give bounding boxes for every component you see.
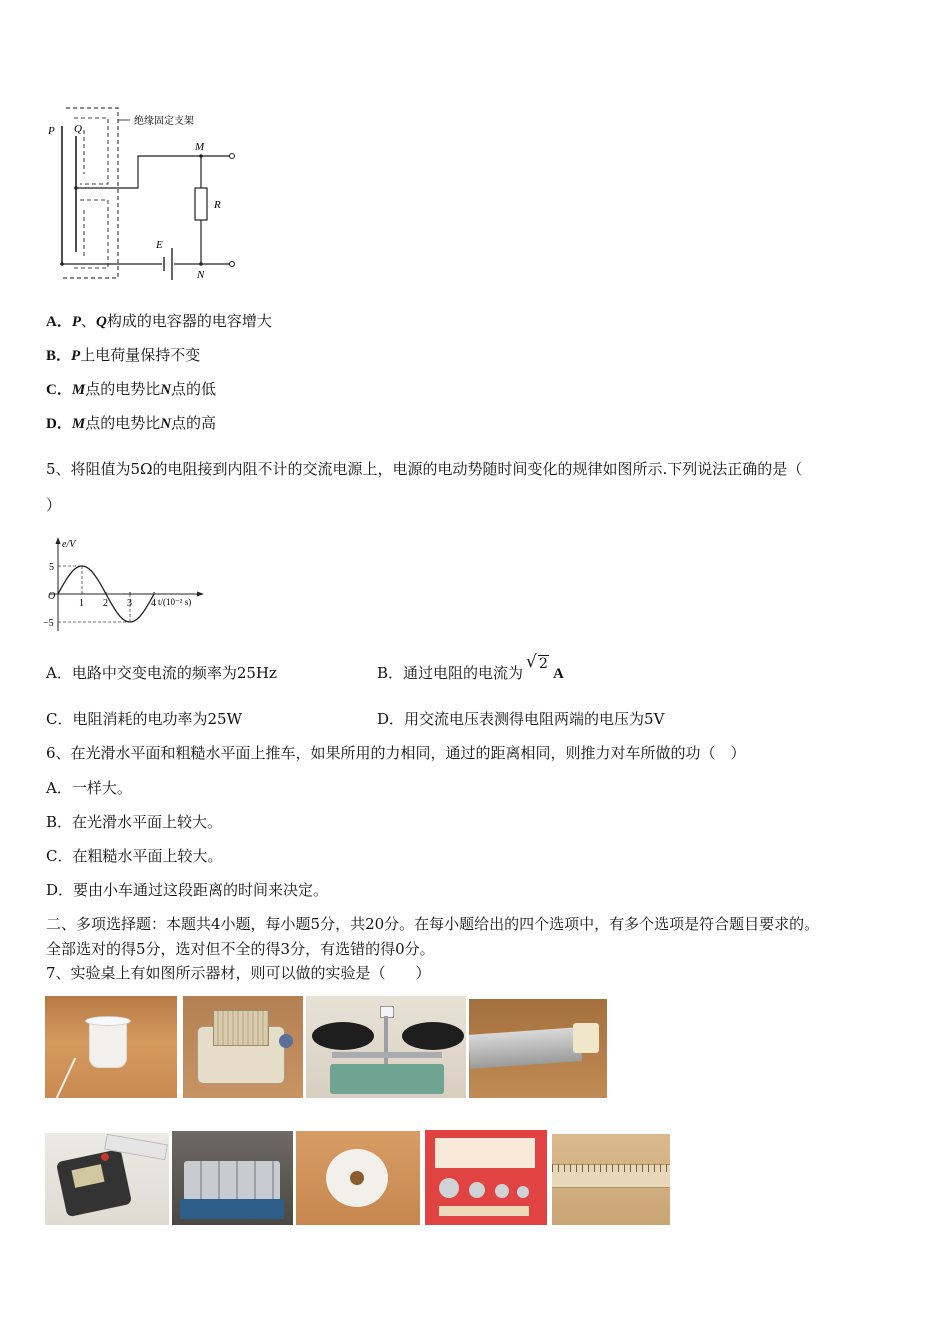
- q5-stem-line1: 5、将阻值为5Ω的电阻接到内阻不计的交流电源上，电源的电动势随时间变化的规律如图所示.下列说法正确的是（: [46, 460, 803, 478]
- q6-option-b: B．在光滑水平面上较大。: [46, 813, 223, 831]
- data-point: [105, 593, 106, 594]
- data-point: [117, 613, 118, 614]
- data-point: [93, 574, 94, 575]
- data-point: [141, 613, 142, 614]
- data-point: [57, 593, 58, 594]
- q4-option-b: B．P上电荷量保持不变: [46, 346, 201, 364]
- sqrt-symbol: √ 2: [526, 652, 548, 672]
- section2-heading-line2: 全部选对的得5分，选对但不全的得3分，有选错的得0分。: [46, 940, 435, 958]
- q4-option-c: C．M点的电势比N点的低: [46, 380, 217, 398]
- label-R: R: [214, 199, 221, 211]
- x-tick-label: 1: [79, 598, 84, 609]
- photo-coil-device: [183, 996, 303, 1098]
- label-P: P: [48, 125, 55, 137]
- origin-label: O: [48, 591, 56, 602]
- x-tick-label: 3: [127, 598, 132, 609]
- y-tick-label: −5: [43, 618, 54, 629]
- q6-option-a: A．一样大。: [46, 779, 132, 797]
- photo-weight-set-box: [425, 1130, 547, 1225]
- label-Q: Q: [74, 123, 82, 135]
- q7-stem: 7、实验桌上有如图所示器材，则可以做的实验是（ ）: [46, 964, 431, 982]
- capacitor-circuit-figure: [44, 100, 244, 282]
- data-point: [129, 621, 130, 622]
- label-bracket: 绝缘固定支架: [134, 116, 194, 127]
- q6-option-c: C．在粗糙水平面上较大。: [46, 847, 223, 865]
- photo-paper-tape-roll: [296, 1131, 420, 1225]
- photo-ruler: [552, 1134, 670, 1225]
- data-point: [81, 565, 82, 566]
- label-M: M: [195, 141, 205, 153]
- x-axis-arrow: [197, 592, 204, 597]
- q6-stem: 6、在光滑水平面和粗糙水平面上推车，如果所用的力相同，通过的距离相同，则推力对车所做的功（ ）: [46, 744, 746, 762]
- y-axis-arrow: [56, 537, 61, 544]
- data-point: [153, 593, 154, 594]
- q5-option-c: C．电阻消耗的电功率为25W: [46, 710, 242, 728]
- q4-option-d: D．M点的电势比N点的高: [46, 414, 217, 432]
- q6-option-d: D．要由小车通过这段距离的时间来决定。: [46, 881, 329, 899]
- photo-balance-scale: [306, 996, 466, 1098]
- data-point: [69, 574, 70, 575]
- x-tick-label: 4: [151, 598, 156, 609]
- x-axis-label: t/(10⁻² s): [158, 597, 192, 607]
- q5-stem-line2: ）: [46, 496, 62, 514]
- emf-time-chart: [40, 535, 210, 635]
- label-N: N: [197, 269, 205, 281]
- x-tick-label: 2: [103, 598, 108, 609]
- photo-power-adapter: [45, 1133, 169, 1225]
- label-E: E: [156, 239, 163, 251]
- q4-option-a: A．P、Q构成的电容器的电容增大: [46, 312, 272, 330]
- photo-weight-blocks: [172, 1131, 293, 1225]
- q5-option-a: A．电路中交变电流的频率为25Hz: [46, 664, 277, 682]
- photo-plastic-cup: [45, 996, 177, 1098]
- y-axis-label: e/V: [62, 539, 76, 550]
- q5-option-d: D．用交流电压表测得电阻两端的电压为5V: [377, 710, 665, 728]
- photo-spark-timer-rail: [469, 999, 607, 1098]
- section2-heading-line1: 二、多项选择题：本题共4小题，每小题5分，共20分。在每小题给出的四个选项中，有多个选项是符合题目要求的。: [46, 915, 820, 933]
- q5-option-b: B．通过电阻的电流为 √ 2A: [377, 652, 564, 682]
- y-tick-label: 5: [49, 562, 54, 573]
- sqrt-radicand: 2: [539, 656, 548, 672]
